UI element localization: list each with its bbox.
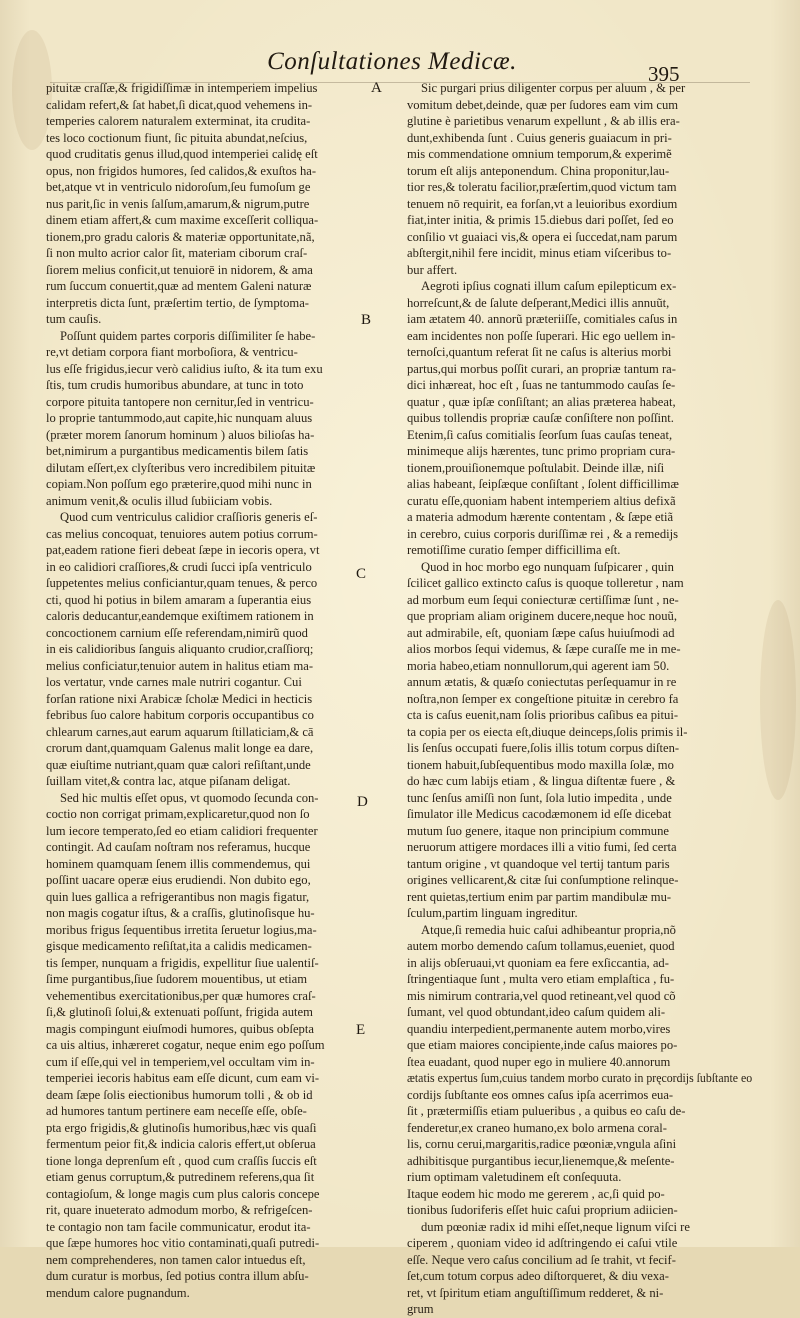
text-line: Poſſunt quidem partes corporis diſſimiliter ſe habe- xyxy=(60,328,316,343)
text-line: annum ætatis, & quæſo coniectutas perſequamur in re xyxy=(407,675,677,689)
text-line: temperies calorem naturalem exterminat, ita crudita- xyxy=(46,114,311,128)
text-line: ſit , prætermiſſis etiam pulueribus , a quibus eo caſu de- xyxy=(407,1104,686,1118)
text-line: contingit. Ad cauſam noſtram nos referamus, hucque xyxy=(46,840,311,854)
text-line: concoctionem carnium eſſe referendam,nimirũ quod xyxy=(46,625,308,640)
text-line: neruorum attigere mordaces illi a vitio fumi, ſed certa xyxy=(407,840,677,854)
text-line: fiat,inter initia, & primis 15.diebus dari poſſet, ſed eo xyxy=(407,213,674,227)
text-line: que propriam aliam originem ducere,neque hoc nouũ, xyxy=(407,609,677,623)
text-line: interpretis dicta ſunt, præſertim tertio, de ſymptoma- xyxy=(46,295,310,310)
text-line: Aegroti ipſius cognati illum caſum epilepticum ex- xyxy=(421,279,677,293)
text-line: ſumant, vel quod obtundant,ideo caſum quidem ali- xyxy=(407,1005,666,1019)
text-line: dum pœoniæ radix id mihi eſſet,neque lignum viſci re xyxy=(421,1219,690,1234)
text-line: Itaque eodem hic modo me gererem , ac,ſi quid po- xyxy=(407,1186,665,1201)
running-head xyxy=(0,40,800,86)
text-line: ſi,& glutinoſi ſolui,& extenuati poſſunt, frigida autem xyxy=(46,1005,313,1019)
text-line: ſimulator ille Medicus cacodæmonem id eſſe dicebat xyxy=(407,807,672,821)
text-line: dilutam eſſert,ex clyſteribus vero incredibilem pituitæ xyxy=(46,460,316,475)
text-line: animum venit,& oculis illud ſubiiciam vobis. xyxy=(46,493,273,508)
text-line: tionem,prouiſionemque poſtulabit. Deinde illæ, niſi xyxy=(407,460,665,475)
text-line: ſculum,partim linguam ingreditur. xyxy=(407,906,578,920)
text-line: a materia admodum hærente contentam , & ſæpe etiã xyxy=(407,510,674,524)
text-line: Quod cum ventriculus calidior craſſioris generis eſ- xyxy=(60,510,318,524)
text-line: dum curatur is morbus, ſed potius contra illum abſu- xyxy=(46,1269,309,1283)
text-line: in cerebro, cuius corporis duriſſimæ rei , & a remedijs xyxy=(407,526,679,541)
text-line: temperiei iecoris habitus eam eſſe dicunt, cum eam vi- xyxy=(46,1071,320,1085)
text-line: deam ſæpe ſolis eiectionibus humorum tolli , & ob id xyxy=(46,1087,313,1102)
text-line: bur affert. xyxy=(407,262,458,277)
text-line: poſſint uacare operæ eius erudiendi. Non dubito ego, xyxy=(46,873,311,887)
text-line: tenuem nō requirit, ea forſan,vt a leuioribus exordium xyxy=(407,196,678,211)
page-number: 395 xyxy=(648,62,680,86)
text-line: ſtringentiaque ſunt , multa vero etiam emplaſtica , fu- xyxy=(407,972,675,986)
text-line: alias habeant, ſeipſæque conſiſtant , ſolent difficillimæ xyxy=(407,477,679,491)
text-line: tis ſemper, nunquam a frigidis, expellitur ſiue ualentiſ- xyxy=(46,955,319,970)
text-line: (præter morem ſanorum hominum ) aluos bilioſas ha- xyxy=(46,427,315,442)
text-line: curatu eſſe,quoniam habent intemperiem altius defixã xyxy=(407,493,676,508)
text-line: Sic purgari prius diligenter corpus per aluum , & per xyxy=(421,81,686,95)
text-line: partus,qui morbus poſſit curari, an propriæ tantum ra- xyxy=(407,361,676,376)
text-line: tunc ſenſus amiſſi non ſunt, ſola lutio impedita , unde xyxy=(407,790,672,805)
text-line: horreſcunt,& de ſalute deſperant,Medici illis annuũt, xyxy=(407,295,670,310)
text-line: autem morbo demendo caſum tollamus,eueniet, quod xyxy=(407,939,675,953)
text-line: magis compingunt eiuſmodi humores, quibus obſepta xyxy=(46,1021,314,1036)
text-line: ad humores tantum pertinere eam neceſſe eſſe, obſe- xyxy=(46,1104,307,1118)
text-line: minimeque alijs hærentes, tunc primo propriam cura- xyxy=(407,444,676,458)
text-line: in eis calidioribus ſanguis aliquanto crudior,craſſiorq; xyxy=(46,642,314,656)
text-line: Quod in hoc morbo ego nunquam ſuſpicarer , quin xyxy=(421,559,674,574)
text-line: mendum calore pugnandum. xyxy=(46,1285,190,1300)
text-line: ætatis expertus ſum,cuius tandem morbo curato in pręcordijs ſubſtante eo xyxy=(407,1071,753,1085)
text-line: do hæc cum labijs etiam , & lingua diſtentæ fuere , & xyxy=(407,774,676,788)
text-line: abſtergit,nihil fere incidit, minus etiam viſceribus to- xyxy=(407,246,672,260)
text-line: dinem etiam affert,& cum maxime exceſſerit colliqua- xyxy=(46,213,319,227)
text-line: fermentum peior fit,& indicia caloris effert,ut obſerua xyxy=(46,1137,316,1151)
text-line: vomitum debet,deinde, quæ per ſudores eam vim cum xyxy=(407,97,679,112)
text-line: aut admirabile, eſt, quoniam ſæpe caſus huiuſmodi ad xyxy=(407,625,675,640)
text-line: tantum origine , vt quandoque vel tertij tantum paris xyxy=(407,856,670,871)
text-line: que etiam maiores concipiente,inde caſus maiores po- xyxy=(407,1038,678,1052)
text-line: moribus frigus ſequentibus irretita ſeruetur logius,ma- xyxy=(46,922,317,937)
text-line: los vertatur, vnde carnes male nutriri cogantur. Cui xyxy=(46,675,302,689)
text-line: quatur , quæ ipſæ conſiſtant; an alias præterea habeat, xyxy=(407,394,676,409)
text-line: rent quietas,tertium enim par partim mandibulæ mu- xyxy=(407,889,672,904)
text-line: cum iſ eſſe,qui vel in temperiem,vel occultam vim in- xyxy=(46,1054,315,1069)
text-line: cti, quod hi potius in bilem amaram a ſuperantia eius xyxy=(46,592,312,607)
section-marker-b: B xyxy=(361,312,372,328)
text-line: cas melius concoquat, tenuiores autem potius corrum- xyxy=(46,526,318,541)
text-line: pat,eadem ratione fieri debeat ſæpe in iecoris opera, vt xyxy=(46,543,320,557)
text-line: mis commendatione omnium temporum,& experimẽ xyxy=(407,147,672,161)
text-line: quæ eiuſtime nutriant,quam quæ calori reſiſtant,unde xyxy=(46,757,311,772)
text-line: forſan ratione nixi Arabicæ ſcholæ Medici in hecticis xyxy=(46,691,313,706)
text-line: lus eſſe frigidus,iecur verò calidius iuſto, & ita tum exu xyxy=(46,361,323,376)
text-line: ad morbum eum ſequi coniecturæ certiſſimæ ſunt , ne- xyxy=(407,592,679,607)
text-line: tione longa deprenſum eſt , quod cum craſſis ſuccis eſt xyxy=(46,1153,317,1168)
text-line: grum xyxy=(407,1302,434,1316)
text-line: tionem habuit,ſubſequentibus modo maxilla ſolæ, mo xyxy=(407,757,674,772)
text-line: hominem quamquam ſenem illis commendemus, qui xyxy=(46,856,311,871)
text-line: ſuppetentes melius conficiantur,quam tenues, & perco xyxy=(46,576,318,590)
text-line: etiam genus corruptum,& putredinem referens,qua ſit xyxy=(46,1170,315,1184)
text-line: te contagio non tam facile communicatur, erodut ita- xyxy=(46,1219,311,1234)
text-line: noſtra,non ſemper ex congeſtione pituitæ in cerebro fa xyxy=(407,691,679,706)
page-title: Conſultationes Medicæ. xyxy=(267,48,517,75)
text-line: febribus ſuo calore habitum corporis occupantibus co xyxy=(46,708,314,722)
text-line: mis nimirum contraria,vel quod retineant,vel quod cõ xyxy=(407,988,676,1003)
text-line: glutine è parietibus venarum expellunt , & ab illis era- xyxy=(407,114,680,128)
text-line: cta is caſus euenit,nam ſolis prioribus caſibus ea pitui- xyxy=(407,708,679,722)
text-line: alios morbos ſequi videmus, & ſæpe curaſſe me in me- xyxy=(407,642,681,656)
section-marker-d: D xyxy=(357,794,368,810)
text-line: remotiſſime curatio ſemper difficillima eſt. xyxy=(407,543,621,557)
text-line: lis ſenſus occupati fuere,ſolis illis totum corpus diſten- xyxy=(407,741,680,755)
section-marker-c: C xyxy=(356,566,367,582)
text-line: rit, quare inueterato admodum morbo, & refrigeſcen- xyxy=(46,1203,313,1217)
text-line: lum iecore temperato,ſed eo etiam calidiori frequenter xyxy=(46,823,318,838)
text-line: ſuillam vitet,& contra lac, atque piſanam deligat. xyxy=(46,774,291,788)
text-line: calidam refert,& ſat habet,ſi dicat,quod vehemens in- xyxy=(46,97,313,112)
text-line: bet,nimirum a purgantibus medicamentis bilem ſatis xyxy=(46,444,309,458)
text-line: in eo calidiori craſſiores,& crudi ſucci ipſa ventriculo xyxy=(46,559,312,574)
text-line: eam incidentes non poſſe ſuperari. Hic ego uellem in- xyxy=(407,328,676,343)
text-line: Etenim,ſi caſus comitialis ſeorſum ſuas cauſas teneat, xyxy=(407,427,673,442)
text-line: contagioſum, & longe magis cum plus caloris concepe xyxy=(46,1186,320,1201)
text-line: pituitæ craſſæ,& frigidiſſimæ in intemperiem impelius xyxy=(46,81,318,95)
text-line: gisque medicamento reſiſtat,ita a calidis medicamen- xyxy=(46,939,312,953)
text-line: in alijs obſeruaui,vt quoniam ea fere exſiccantia, ad- xyxy=(407,955,669,970)
text-line: tior res,& toleratu facilior,præſertim,quod victum tam xyxy=(407,180,677,194)
text-line: tes loco coctionum fiunt, ſic pituita abundat,neſcius, xyxy=(46,130,308,145)
text-line: ſtis, tum crudis humoribus abundare, at tunc in toto xyxy=(46,378,304,392)
text-line: que ſæpe humores hoc vitio contaminati,quaſi putredi- xyxy=(46,1236,320,1250)
text-line: nus parit,ſic in venis ſalſum,amarum,& nigrum,putre xyxy=(46,196,310,211)
text-line: re,vt detiam corpora fiant morboſiora, & ventricu- xyxy=(46,345,298,359)
text-line: ret, vt ſpiritum etiam anguſtiſſimum redderet, & ni- xyxy=(407,1285,664,1300)
text-line: ſcilicet gallico extincto caſus is quoque tolleretur , nam xyxy=(407,576,684,590)
left-text-column xyxy=(46,80,367,1301)
text-line: eſſe. Neque vero caſus concilium ad ſe trahit, vt fecif- xyxy=(407,1252,676,1267)
text-line: chlearum carnes,aut earum aquarum ſtillaticiam,& cā xyxy=(46,724,314,739)
text-line: dici inhæreat, hoc eſt , ſuas ne tantummodo cauſas ſe- xyxy=(407,378,676,392)
text-line: ſiorem melius conficit,ut tenuiorē in nidorem, & ama xyxy=(46,262,313,277)
section-marker-e: E xyxy=(356,1022,366,1038)
right-text-column xyxy=(407,80,752,1318)
text-line: non magis cogatur iſtus, & a craſſis, glutinoſisque hu- xyxy=(46,906,315,920)
text-line: nem comprehenderes, non tamen calor intuedus eſt, xyxy=(46,1252,306,1267)
text-line: coctio non corrigat primam,explicaretur,quod non ſo xyxy=(46,807,310,821)
text-line: fenderetur,ex craneo humano,ex bolo armena coral- xyxy=(407,1120,667,1135)
text-line: ſet,cum totum corpus adeo diſtorqueret, & diu vexa- xyxy=(407,1269,669,1283)
text-line: conſilio vt guaiaci vis,& opera ei ſuccedat,nam parum xyxy=(407,229,678,244)
text-line: ciperem , quoniam video id adſtringendo ei caſui vtile xyxy=(407,1236,678,1250)
text-line: origines vellicarent,& citæ ſui conſumptione relinque- xyxy=(407,873,679,887)
text-line: melius conficiatur,tenuior autem in halitus etiam ma- xyxy=(46,658,314,673)
text-line: adhibitisque purgantibus iecur,lienemque,& meſente- xyxy=(407,1153,675,1168)
text-line: quod cruditatis genus illud,quod intemperiei calidę eſt xyxy=(46,147,318,161)
text-line: iam ætatem 40. annorũ præteriiſſe, comitiales caſus in xyxy=(407,312,678,326)
text-line: lo proprie tantummodo,aut capite,hic nunquam aluus xyxy=(46,411,313,425)
text-line: quandiu interpedient,permanente autem morbo,vires xyxy=(407,1021,671,1036)
text-line: crorum dant,quamquam Galenus malit longe ea dare, xyxy=(46,741,314,755)
text-line: ternoſci,quantum referat ſit ne caſus is alterius morbi xyxy=(407,345,672,359)
text-line: tionem,pro gradu caloris & materiæ opportunitate,nã, xyxy=(46,229,315,244)
text-line: pta ergo frigidis,& glutinoſis humoribus,hæc vis quaſi xyxy=(46,1120,317,1135)
text-line: moria habeo,etiam nonnullorum,qui agerent iam 50. xyxy=(407,658,670,673)
text-line: copiam.Non poſſum ego præterire,quod mihi nunc in xyxy=(46,477,312,491)
text-line: vehementibus exercitationibus,per quæ humores craſ- xyxy=(46,988,316,1003)
text-line: rum ſuccum conuertit,quæ ad mentem Galeni naturæ xyxy=(46,279,312,293)
text-line: quibus tollendis propriæ cauſæ conſiſtere non poſſint. xyxy=(407,411,674,425)
text-line: dunt,exhibenda ſunt . Cuius generis guaiacum in pri- xyxy=(407,130,672,145)
text-line: lis, cornu cerui,margaritis,radice pœoniæ,vngula aſini xyxy=(407,1137,677,1151)
text-line: ſi non multo acrior calor ſit, materiam ciborum craſ- xyxy=(46,246,308,260)
text-line: corpore pituita tantopere non cernitur,ſed in ventricu- xyxy=(46,394,314,409)
text-line: ta copia per os eiecta eſt,diuque deinceps,ſolis primis il- xyxy=(407,724,688,739)
text-line: ſtea euadant, quod nuper ego in muliere 40.annorum xyxy=(407,1054,671,1069)
text-line: quin lues gallica a refrigerantibus non magis figatur, xyxy=(46,889,310,904)
text-line: bet,atque vt in ventriculo nidoroſum,ſeu fumoſum ge xyxy=(46,180,311,194)
paper-stain xyxy=(760,600,796,800)
text-line: caloris deducantur,eandemque exiſtimem rationem in xyxy=(46,609,314,623)
text-line: rium optimam valetudinem eſt conſequuta. xyxy=(407,1170,622,1184)
text-line: opus, non frigidos humores, ſed calidos,& exuſtos ha- xyxy=(46,163,317,178)
text-line: tum cauſis. xyxy=(46,312,102,326)
text-line: ſime purgantibus,ſiue ſudorem mouentibus, ut etiam xyxy=(46,972,308,986)
text-line: mutum ſuo genere, itaque non principium commune xyxy=(407,823,669,838)
text-line: torum eſt alijs anteponendum. China proponitur,lau- xyxy=(407,163,670,178)
text-line: Sed hic multis eſſet opus, vt quomodo ſecunda con- xyxy=(60,790,319,805)
text-line: tionibus ſudoriferis eſſet huic caſui proprium adiicien- xyxy=(407,1203,678,1217)
text-line: ca uis altius, inhæreret cogatur, neque enim ego poſſum xyxy=(46,1038,325,1052)
text-line: Atque,ſi remedia huic caſui adhibeantur propria,nõ xyxy=(421,922,676,937)
section-marker-a: A xyxy=(371,80,382,96)
text-line: cordijs ſubſtante eos omnes caſus ipſa acerrimos eua- xyxy=(407,1087,674,1102)
